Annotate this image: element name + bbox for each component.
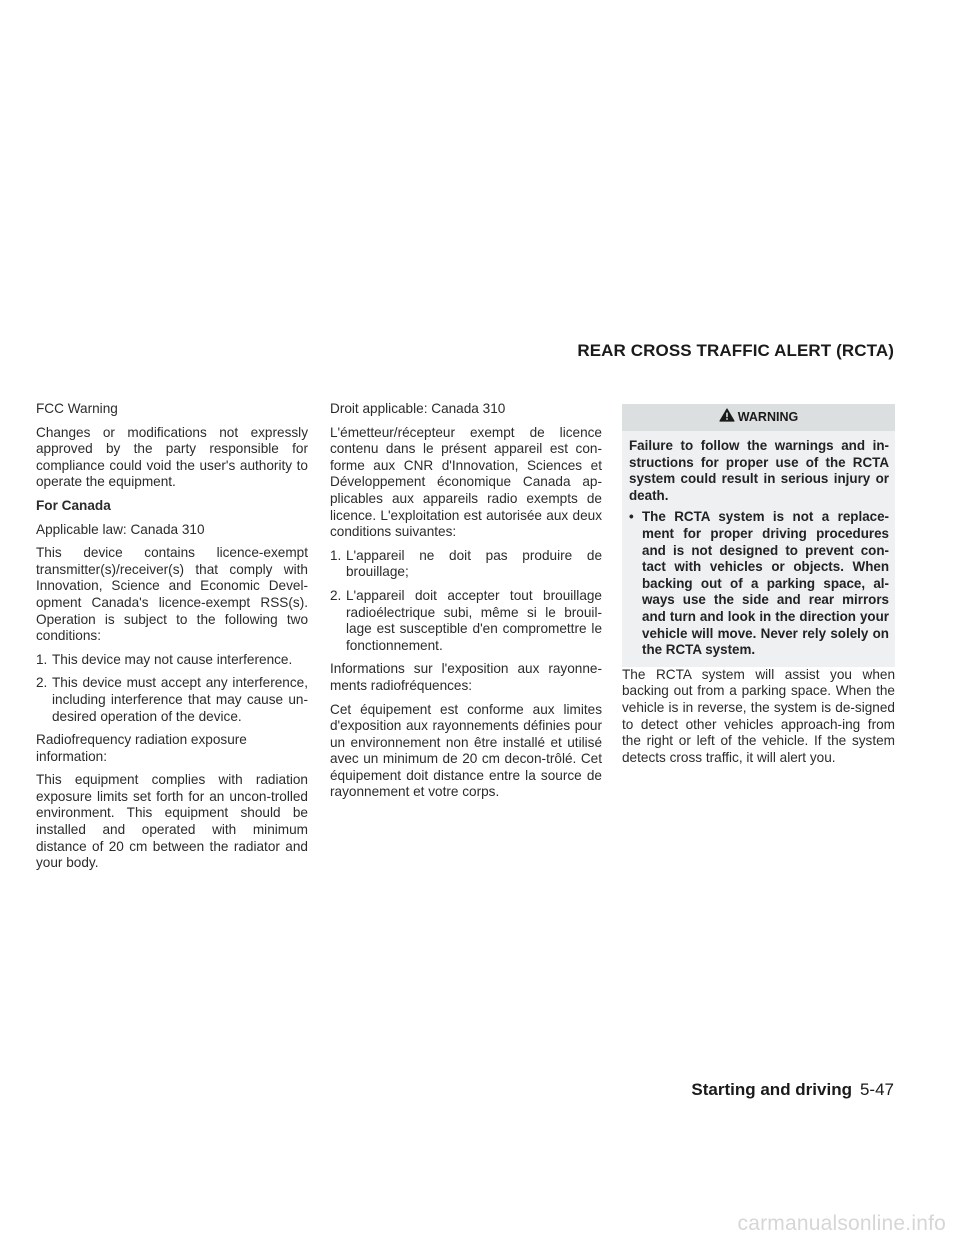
list-number: 2. [36,675,48,691]
warning-header [622,404,895,431]
rf-paragraph-fr: Cet équipement est conforme aux limites d'exposition aux rayonnements définies pour un environnement non être installé et utilisé avec un minimum de 20 cm decon-trôlé. Cet équipement doit distance entre la source de rayonnement et votre corps. [330,701,602,800]
page-number: 5-47 [859,1080,894,1099]
list-item [330,588,602,654]
warning-title: WARNING [737,410,799,425]
device-paragraph: This device contains licence-exempt transmitter(s)/receiver(s) that comply with Innovation, Science and Economic Devel-opment Canada's licence-exempt RSS(s). Operation is subject to the following two conditions: [36,545,308,644]
list-item [330,548,602,581]
page-footer [691,1080,894,1100]
column-french [330,401,602,808]
canada-heading: For Canada [36,497,111,513]
list-number: 1. [330,547,342,563]
list-item [36,652,308,669]
list-number: 1. [36,651,48,667]
applicable-law: Applicable law: Canada 310 [36,521,205,537]
column-rcta [622,404,895,773]
watermark: carmanualsonline.info [737,1212,946,1235]
bullet-mark: • [629,509,634,525]
device-paragraph-fr: L'émetteur/récepteur exempt de licence contenu dans le présent appareil est con-forme aux CNR d'Innovation, Sciences et Développement économique Canada ap-plicables aux appareils radio exempts de licence. L'exploitation est autorisée aux deux conditions suivantes: [330,424,602,540]
list-item [36,675,308,725]
fcc-heading: FCC Warning [36,401,118,416]
warning-bullet [629,509,889,658]
list-text: This device may not cause interference. [52,651,293,667]
rcta-paragraph: The RCTA system will assist you when backing out from a parking space. When the vehicle is in reverse, the system is de-signed to detect other vehicles approach-ing from the right or left of the vehicle. If the system detects cross traffic, it will alert you. [622,666,895,765]
list-text: L'appareil doit accepter tout brouillage radioélectrique subi, même si le brouil-lage est susceptible d'en compromettre le fonctionnement. [346,587,602,653]
bullet-text: The RCTA system is not a replace-ment for proper driving procedures and is not designed to prevent con-tact with vehicles or objects. When backing out of a parking space, al-ways use the side and rear mirrors and turn and look in the direction your vehicle will move. Never rely solely on the RCTA system. [642,509,889,658]
chapter-title: Starting and driving [691,1080,852,1099]
rf-heading-fr: Informations sur l'exposition aux rayonne-ments radiofréquences: [330,661,602,693]
rf-heading: Radiofrequency radiation exposure information: [36,732,247,764]
section-title: REAR CROSS TRAFFIC ALERT (RCTA) [577,341,894,360]
warning-box [622,404,895,667]
rf-paragraph: This equipment complies with radiation exposure limits set forth for an uncon-trolled environment. This equipment should be installed and operated with minimum distance of 20 cm between the radiator and your body. [36,772,308,871]
warning-body [622,431,895,667]
list-text: This device must accept any interference, including interference that may cause un-desired operation of the device. [52,675,308,724]
list-number: 2. [330,587,342,603]
fcc-paragraph: Changes or modifications not expressly approved by the party responsible for compliance could void the user's authority to operate the equipment. [36,424,308,490]
warning-triangle-icon [719,408,735,427]
column-fcc [36,401,308,879]
applicable-law-fr: Droit applicable: Canada 310 [330,401,506,416]
warning-intro: Failure to follow the warnings and in-structions for proper use of the RCTA system could result in serious injury or death. [629,438,889,503]
list-text: L'appareil ne doit pas produire de brouillage; [346,547,602,580]
